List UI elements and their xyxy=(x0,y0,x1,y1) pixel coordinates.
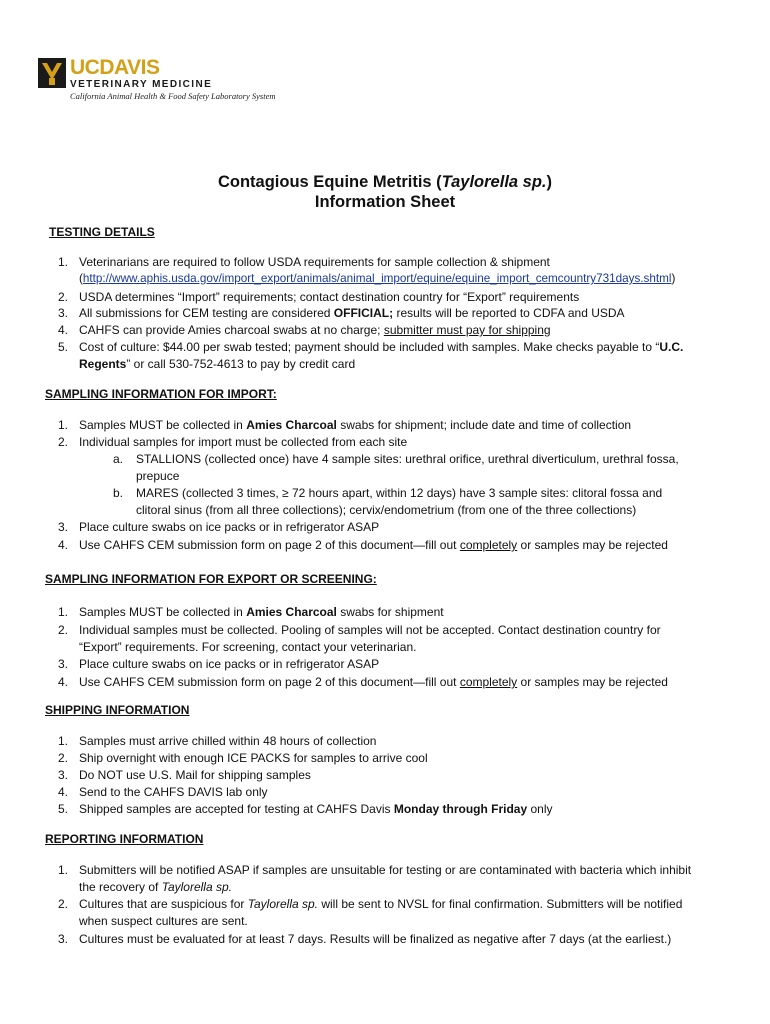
bold-text: Amies Charcoal xyxy=(246,418,337,432)
text: Cost of culture: $44.00 per swab tested; payment should be included with samples. Make checks payable to “ xyxy=(79,340,660,354)
list-item xyxy=(79,537,668,553)
list-item xyxy=(79,322,551,338)
bold-text: Monday through Friday xyxy=(393,802,528,816)
text: or samples may be rejected xyxy=(517,675,668,689)
list-item xyxy=(79,674,668,690)
page-subtitle: Information Sheet xyxy=(314,193,456,211)
underlined-text: submitter must pay for shipping xyxy=(383,323,551,337)
list-item xyxy=(79,339,683,355)
list-number: 4. xyxy=(57,323,68,337)
list-item: Submitters will be notified ASAP if samples are unsuitable for testing or are contaminated with bacteria which inhibit xyxy=(79,863,692,877)
list-number: 3. xyxy=(57,306,68,320)
text: Samples MUST be collected in xyxy=(79,418,247,432)
text: results will be reported to CDFA and USDA xyxy=(393,306,625,320)
list-number: 1. xyxy=(57,734,68,748)
text: Use CAHFS CEM submission form on page 2 of this document—fill out xyxy=(79,538,460,552)
list-number: 2. xyxy=(57,290,68,304)
bold-text: Regents xyxy=(79,357,127,371)
list-item: Samples must arrive chilled within 48 hours of collection xyxy=(79,734,377,748)
list-number: 1. xyxy=(57,255,68,269)
list-number: 3. xyxy=(57,657,68,671)
text: only xyxy=(527,802,553,816)
text: All submissions for CEM testing are considered xyxy=(79,306,334,320)
list-number: 2. xyxy=(57,897,68,911)
list-item-continuation xyxy=(79,879,232,895)
italic-text: Taylorella sp. xyxy=(247,897,319,911)
logo-subtitle: California Animal Health & Food Safety Laboratory System xyxy=(70,91,276,101)
section-heading-export: SAMPLING INFORMATION FOR EXPORT OR SCREENING: xyxy=(45,572,377,586)
text: Samples MUST be collected in xyxy=(79,605,247,619)
list-number: 2. xyxy=(57,623,68,637)
usda-link[interactable]: http://www.aphis.usda.gov/import_export/animals/animal_import/equine/equine_import_cemcountry731days.shtml xyxy=(82,272,672,285)
list-subitem-continuation: clitoral sinus (from all three collections); cervix/endometrium (from one of the three collections) xyxy=(136,503,637,517)
bold-text: U.C. xyxy=(659,340,684,354)
list-item: Individual samples must be collected. Pooling of samples will not be accepted. Contact destination country for xyxy=(79,623,661,637)
title-close: ) xyxy=(546,173,553,191)
list-item xyxy=(79,417,631,433)
section-heading-testing: TESTING DETAILS xyxy=(49,225,155,239)
list-number: 1. xyxy=(57,605,68,619)
list-number: 2. xyxy=(57,435,68,449)
list-item-continuation: when suspect cultures are sent. xyxy=(79,914,248,928)
list-item: USDA determines “Import” requirements; contact destination country for “Export” requirements xyxy=(79,290,580,304)
ucdavis-shield-icon xyxy=(38,58,66,88)
text: Shipped samples are accepted for testing at CAHFS Davis xyxy=(79,802,394,816)
section-heading-import: SAMPLING INFORMATION FOR IMPORT: xyxy=(45,387,277,401)
text: swabs for shipment xyxy=(336,605,444,619)
list-letter: b. xyxy=(112,486,123,500)
text: Cultures that are suspicious for xyxy=(79,897,248,911)
logo-davis: DAVIS xyxy=(99,56,160,79)
text: Use CAHFS CEM submission form on page 2 of this document—fill out xyxy=(79,675,460,689)
list-number: 5. xyxy=(57,802,68,816)
text: swabs for shipment; include date and time of collection xyxy=(336,418,632,432)
list-item xyxy=(79,801,553,817)
list-item: Cultures must be evaluated for at least 7 days. Results will be finalized as negative after 7 days (at the earliest.) xyxy=(79,932,672,946)
text: the recovery of xyxy=(79,880,162,894)
paren: ) xyxy=(671,272,676,285)
list-number: 1. xyxy=(57,418,68,432)
italic-text: Taylorella sp. xyxy=(161,880,232,894)
list-number: 3. xyxy=(57,520,68,534)
list-number: 5. xyxy=(57,340,68,354)
list-number: 4. xyxy=(57,538,68,552)
list-item xyxy=(79,604,444,620)
text: CAHFS can provide Amies charcoal swabs at no charge; xyxy=(79,323,384,337)
list-item-continuation xyxy=(79,271,675,287)
ucdavis-logo xyxy=(38,58,276,102)
list-subitem: MARES (collected 3 times, ≥ 72 hours apart, within 12 days) have 3 sample sites: clitoral fossa and xyxy=(136,486,663,500)
list-item: Place culture swabs on ice packs or in refrigerator ASAP xyxy=(79,657,380,671)
list-item: Ship overnight with enough ICE PACKS for samples to arrive cool xyxy=(79,751,428,765)
list-number: 1. xyxy=(57,863,68,877)
underlined-text: completely xyxy=(459,538,518,552)
title-text: Contagious Equine Metritis ( xyxy=(217,173,442,191)
underlined-text: completely xyxy=(459,675,518,689)
list-number: 3. xyxy=(57,932,68,946)
section-heading-reporting: REPORTING INFORMATION xyxy=(45,832,204,846)
list-item-continuation: “Export” requirements. For screening, contact your veterinarian. xyxy=(79,640,417,654)
list-number: 4. xyxy=(57,675,68,689)
section-heading-shipping: SHIPPING INFORMATION xyxy=(45,703,190,717)
bold-text: OFFICIAL; xyxy=(333,306,394,320)
list-subitem: STALLIONS (collected once) have 4 sample sites: urethral orifice, urethral diverticulum, urethral fossa, xyxy=(136,452,679,466)
list-item xyxy=(79,305,625,321)
logo-vet-medicine: VETERINARY MEDICINE xyxy=(70,79,213,90)
page-title xyxy=(0,171,770,193)
text: will be sent to NVSL for final confirmation. Submitters will be notified xyxy=(318,897,683,911)
list-item: Do NOT use U.S. Mail for shipping samples xyxy=(79,768,311,782)
title-italic: Taylorella sp. xyxy=(441,173,547,191)
list-item: Send to the CAHFS DAVIS lab only xyxy=(79,785,268,799)
bold-text: Amies Charcoal xyxy=(246,605,337,619)
list-number: 4. xyxy=(57,785,68,799)
list-letter: a. xyxy=(112,452,123,466)
list-item: Veterinarians are required to follow USDA requirements for sample collection & shipment xyxy=(79,255,550,269)
paren: ( xyxy=(79,272,83,285)
list-number: 2. xyxy=(57,751,68,765)
list-number: 3. xyxy=(57,768,68,782)
text: ” or call 530-752-4613 to pay by credit card xyxy=(126,357,356,371)
list-item-continuation xyxy=(79,356,355,372)
logo-uc: UC xyxy=(70,56,100,79)
list-item: Place culture swabs on ice packs or in refrigerator ASAP xyxy=(79,520,380,534)
list-item xyxy=(79,896,682,912)
list-item: Individual samples for import must be collected from each site xyxy=(79,435,408,449)
list-subitem-continuation: prepuce xyxy=(136,469,180,483)
text: or samples may be rejected xyxy=(517,538,668,552)
